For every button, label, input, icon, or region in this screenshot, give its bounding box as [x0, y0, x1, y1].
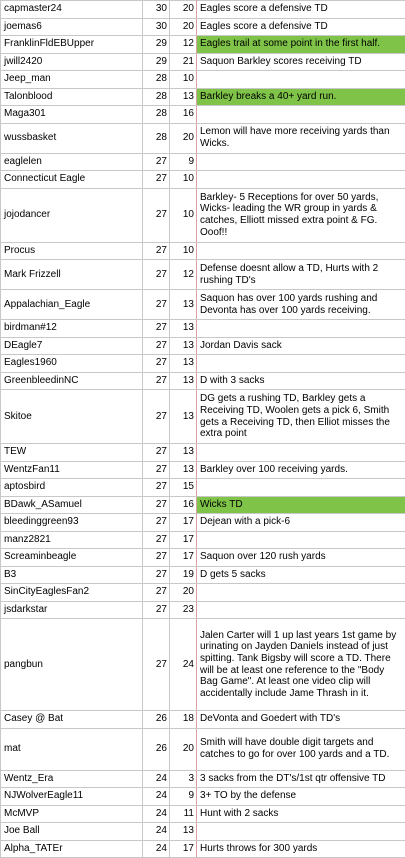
score-cell: 26	[143, 728, 170, 770]
username-cell: mat	[1, 728, 143, 770]
prediction-cell: Dejean with a pick-6	[197, 514, 405, 532]
score-cell: 30	[143, 18, 170, 36]
table-row	[1, 171, 405, 189]
score-cell: 27	[143, 337, 170, 355]
username-cell: Screaminbeagle	[1, 549, 143, 567]
table-row	[1, 805, 405, 823]
score-cell: 27	[143, 153, 170, 171]
table-row	[1, 788, 405, 806]
score-cell: 24	[143, 840, 170, 858]
username-cell: WentzFan11	[1, 461, 143, 479]
table-row	[1, 840, 405, 858]
username-cell: Casey @ Bat	[1, 711, 143, 729]
table-row	[1, 549, 405, 567]
table-row	[1, 337, 405, 355]
prediction-cell	[197, 584, 405, 602]
username-cell: capmaster24	[1, 1, 143, 19]
username-cell: SinCityEaglesFan2	[1, 584, 143, 602]
table-row	[1, 53, 405, 71]
table-row	[1, 728, 405, 770]
tiebreak-cell: 20	[170, 584, 197, 602]
table-row	[1, 514, 405, 532]
score-cell: 27	[143, 171, 170, 189]
tiebreak-cell: 13	[170, 337, 197, 355]
score-cell: 28	[143, 106, 170, 124]
table-row	[1, 1, 405, 19]
table-row	[1, 566, 405, 584]
username-cell: Maga301	[1, 106, 143, 124]
username-cell: birdman#12	[1, 320, 143, 338]
username-cell: joemas6	[1, 18, 143, 36]
username-cell: Joe Ball	[1, 823, 143, 841]
table-row	[1, 601, 405, 619]
tiebreak-cell: 10	[170, 188, 197, 242]
tiebreak-cell: 11	[170, 805, 197, 823]
tiebreak-cell: 10	[170, 242, 197, 260]
table-row	[1, 444, 405, 462]
tiebreak-cell: 19	[170, 566, 197, 584]
table-row	[1, 106, 405, 124]
tiebreak-cell: 17	[170, 840, 197, 858]
table-row	[1, 71, 405, 89]
username-cell: McMVP	[1, 805, 143, 823]
username-cell: aptosbird	[1, 479, 143, 497]
username-cell: pangbun	[1, 619, 143, 711]
username-cell: jsdarkstar	[1, 601, 143, 619]
tiebreak-cell: 12	[170, 260, 197, 290]
table-row	[1, 123, 405, 153]
score-cell: 27	[143, 479, 170, 497]
tiebreak-cell: 20	[170, 728, 197, 770]
prediction-cell: Saquon over 120 rush yards	[197, 549, 405, 567]
username-cell: DEagle7	[1, 337, 143, 355]
username-cell: NJWolverEagle11	[1, 788, 143, 806]
prediction-cell: DG gets a rushing TD, Barkley gets a Receiving TD, Woolen gets a pick 6, Smith gets a Receiving TD, then Elliot misses the extra point	[197, 390, 405, 444]
username-cell: Talonblood	[1, 88, 143, 106]
username-cell: GreenbleedinNC	[1, 372, 143, 390]
tiebreak-cell: 13	[170, 823, 197, 841]
prediction-cell: Eagles score a defensive TD	[197, 1, 405, 19]
score-cell: 27	[143, 320, 170, 338]
tiebreak-cell: 20	[170, 18, 197, 36]
table-row	[1, 479, 405, 497]
username-cell: manz2821	[1, 531, 143, 549]
username-cell: eaglelen	[1, 153, 143, 171]
username-cell: wussbasket	[1, 123, 143, 153]
tiebreak-cell: 17	[170, 549, 197, 567]
prediction-cell	[197, 242, 405, 260]
username-cell: jojodancer	[1, 188, 143, 242]
prediction-cell	[197, 823, 405, 841]
score-cell: 27	[143, 549, 170, 567]
username-cell: bleedinggreen93	[1, 514, 143, 532]
tiebreak-cell: 10	[170, 171, 197, 189]
username-cell: FranklinFldEBUpper	[1, 36, 143, 54]
table-row	[1, 260, 405, 290]
tiebreak-cell: 13	[170, 320, 197, 338]
username-cell: Connecticut Eagle	[1, 171, 143, 189]
prediction-cell: Barkley breaks a 40+ yard run.	[197, 88, 405, 106]
username-cell: Procus	[1, 242, 143, 260]
score-cell: 27	[143, 584, 170, 602]
tiebreak-cell: 13	[170, 390, 197, 444]
username-cell: Wentz_Era	[1, 770, 143, 788]
table-row	[1, 584, 405, 602]
table-row	[1, 188, 405, 242]
tiebreak-cell: 13	[170, 372, 197, 390]
prediction-cell	[197, 171, 405, 189]
score-cell: 27	[143, 619, 170, 711]
prediction-cell: Smith will have double digit targets and catches to go for over 100 yards and a TD.	[197, 728, 405, 770]
tiebreak-cell: 21	[170, 53, 197, 71]
table-row	[1, 153, 405, 171]
prediction-cell: Barkley- 5 Receptions for over 50 yards, Wicks- leading the WR group in yards & catches, Elliott missed extra point & FG. Ooof!!	[197, 188, 405, 242]
tiebreak-cell: 3	[170, 770, 197, 788]
prediction-cell: Hunt with 2 sacks	[197, 805, 405, 823]
tiebreak-cell: 9	[170, 153, 197, 171]
tiebreak-cell: 13	[170, 355, 197, 373]
tiebreak-cell: 18	[170, 711, 197, 729]
score-cell: 27	[143, 601, 170, 619]
prediction-cell: Eagles score a defensive TD	[197, 18, 405, 36]
prediction-cell: Hurts throws for 300 yards	[197, 840, 405, 858]
tiebreak-cell: 23	[170, 601, 197, 619]
username-cell: Jeep_man	[1, 71, 143, 89]
table-row	[1, 290, 405, 320]
prediction-cell	[197, 71, 405, 89]
score-cell: 27	[143, 566, 170, 584]
prediction-cell: Lemon will have more receiving yards than Wicks.	[197, 123, 405, 153]
tiebreak-cell: 16	[170, 106, 197, 124]
prediction-cell: Wicks TD	[197, 496, 405, 514]
table-row	[1, 242, 405, 260]
prediction-cell: Eagles trail at some point in the first half.	[197, 36, 405, 54]
score-cell: 24	[143, 805, 170, 823]
table-row	[1, 496, 405, 514]
prediction-cell: Saquon Barkley scores receiving TD	[197, 53, 405, 71]
tiebreak-cell: 10	[170, 71, 197, 89]
username-cell: B3	[1, 566, 143, 584]
username-cell: Appalachian_Eagle	[1, 290, 143, 320]
table-row	[1, 770, 405, 788]
score-cell: 27	[143, 290, 170, 320]
score-cell: 27	[143, 188, 170, 242]
score-cell: 24	[143, 788, 170, 806]
table-row	[1, 461, 405, 479]
score-cell: 28	[143, 123, 170, 153]
username-cell: Skitoe	[1, 390, 143, 444]
prediction-cell	[197, 531, 405, 549]
score-cell: 28	[143, 88, 170, 106]
tiebreak-cell: 20	[170, 1, 197, 19]
prediction-cell: Defense doesnt allow a TD, Hurts with 2 rushing TD's	[197, 260, 405, 290]
tiebreak-cell: 9	[170, 788, 197, 806]
prediction-cell: Jalen Carter will 1 up last years 1st game by urinating on Jayden Daniels instead of just spitting. Tank Bigsby will score a TD. There will be at least one reference to the "Body Bag Game". At least one video clip will accidentally include Jame Thrash in it.	[197, 619, 405, 711]
prediction-cell: Jordan Davis sack	[197, 337, 405, 355]
score-cell: 27	[143, 242, 170, 260]
table-row	[1, 619, 405, 711]
prediction-cell	[197, 479, 405, 497]
prediction-cell	[197, 320, 405, 338]
score-cell: 29	[143, 36, 170, 54]
tiebreak-cell: 15	[170, 479, 197, 497]
score-cell: 27	[143, 531, 170, 549]
score-cell: 28	[143, 71, 170, 89]
score-cell: 27	[143, 461, 170, 479]
tiebreak-cell: 12	[170, 36, 197, 54]
prediction-cell: D with 3 sacks	[197, 372, 405, 390]
score-cell: 24	[143, 770, 170, 788]
prediction-cell: Saquon has over 100 yards rushing and Devonta has over 100 yards receiving.	[197, 290, 405, 320]
username-cell: jwill2420	[1, 53, 143, 71]
prediction-cell	[197, 355, 405, 373]
prediction-cell	[197, 601, 405, 619]
score-cell: 27	[143, 390, 170, 444]
prediction-cell: DeVonta and Goedert with TD's	[197, 711, 405, 729]
username-cell: Eagles1960	[1, 355, 143, 373]
tiebreak-cell: 17	[170, 514, 197, 532]
prediction-cell: 3 sacks from the DT's/1st qtr offensive TD	[197, 770, 405, 788]
tiebreak-cell: 24	[170, 619, 197, 711]
prediction-cell: Barkley over 100 receiving yards.	[197, 461, 405, 479]
username-cell: Mark Frizzell	[1, 260, 143, 290]
table-row	[1, 18, 405, 36]
username-cell: BDawk_ASamuel	[1, 496, 143, 514]
tiebreak-cell: 16	[170, 496, 197, 514]
table-row	[1, 531, 405, 549]
score-cell: 27	[143, 444, 170, 462]
tiebreak-cell: 17	[170, 531, 197, 549]
prediction-cell: 3+ TO by the defense	[197, 788, 405, 806]
score-cell: 29	[143, 53, 170, 71]
tiebreak-cell: 13	[170, 88, 197, 106]
score-cell: 27	[143, 496, 170, 514]
tiebreak-cell: 13	[170, 461, 197, 479]
tiebreak-cell: 13	[170, 290, 197, 320]
score-cell: 27	[143, 514, 170, 532]
table-row	[1, 355, 405, 373]
prediction-cell: D gets 5 sacks	[197, 566, 405, 584]
score-cell: 24	[143, 823, 170, 841]
table-row	[1, 88, 405, 106]
table-row	[1, 711, 405, 729]
score-cell: 27	[143, 260, 170, 290]
prediction-cell	[197, 444, 405, 462]
standings-body	[1, 1, 405, 858]
table-row	[1, 823, 405, 841]
score-cell: 30	[143, 1, 170, 19]
table-row	[1, 320, 405, 338]
prediction-cell	[197, 106, 405, 124]
score-cell: 27	[143, 355, 170, 373]
tiebreak-cell: 13	[170, 444, 197, 462]
table-row	[1, 36, 405, 54]
table-row	[1, 372, 405, 390]
username-cell: Alpha_TATEr	[1, 840, 143, 858]
tiebreak-cell: 20	[170, 123, 197, 153]
table-row	[1, 390, 405, 444]
prediction-cell	[197, 153, 405, 171]
username-cell: TEW	[1, 444, 143, 462]
score-cell: 26	[143, 711, 170, 729]
score-cell: 27	[143, 372, 170, 390]
